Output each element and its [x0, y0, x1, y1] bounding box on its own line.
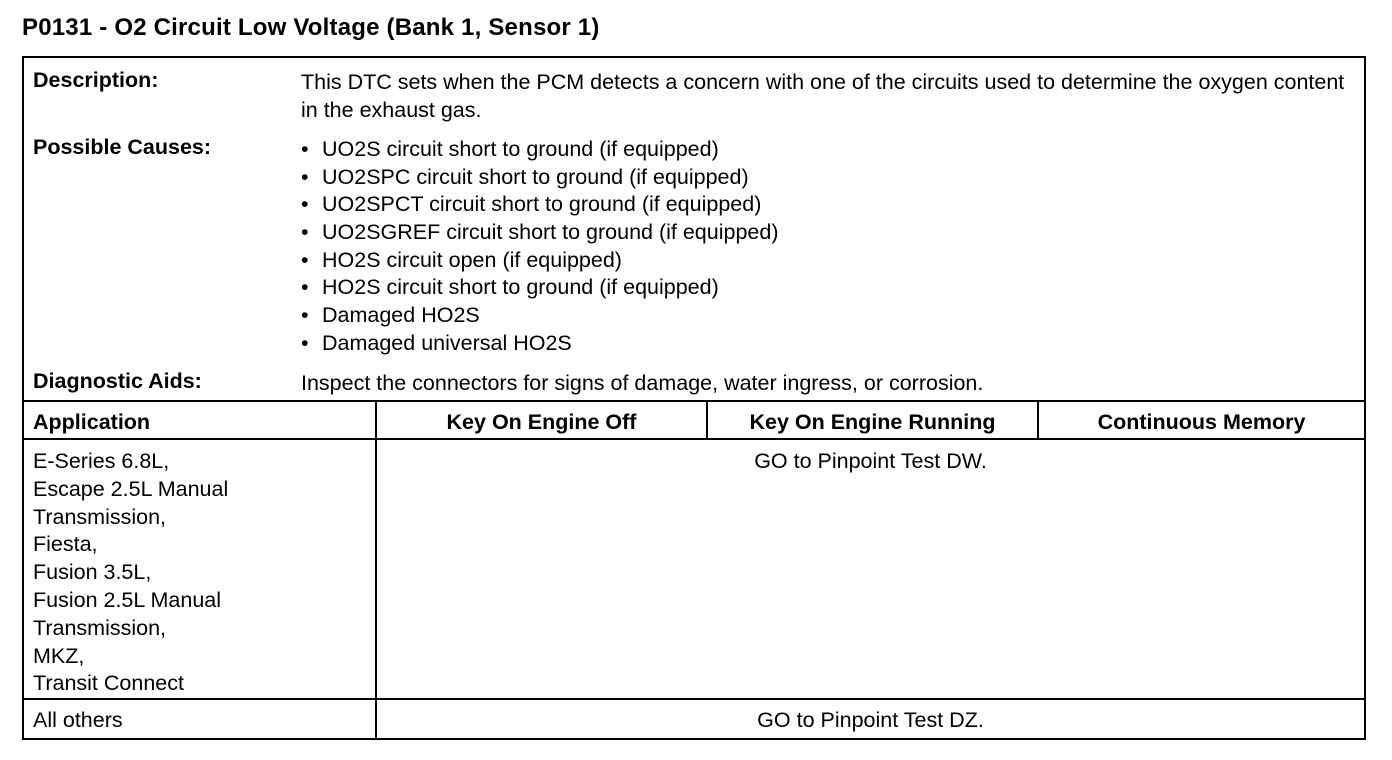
row-divider: [24, 698, 1364, 700]
bullet-icon: •: [301, 164, 309, 189]
possible-causes-label: Possible Causes:: [33, 135, 212, 159]
list-item: • UO2SPC circuit short to ground (if equipped): [301, 164, 749, 189]
list-item: • HO2S circuit open (if equipped): [301, 247, 622, 272]
application-cell: [33, 707, 123, 735]
application-line: Fiesta,: [33, 532, 98, 557]
description-text: This DTC sets when the PCM detects a concern with one of the circuits used to determine the oxygen content in the exhaust gas.: [301, 70, 1345, 122]
possible-causes-list: [301, 135, 1354, 357]
bullet-icon: •: [301, 247, 309, 272]
application-line: All others: [33, 708, 123, 732]
bullet-icon: •: [301, 330, 309, 355]
bullet-icon: •: [301, 303, 309, 328]
list-item: • UO2SPCT circuit short to ground (if equipped): [301, 192, 762, 217]
list-item: • UO2S circuit short to ground (if equipped): [301, 137, 719, 161]
application-line: Fusion 2.5L Manual: [33, 587, 222, 612]
column-header-continuous-memory: Continuous Memory: [1097, 410, 1306, 434]
column-header-application: Application: [33, 410, 151, 434]
column-header-koeo: Key On Engine Off: [446, 410, 637, 434]
bullet-icon: •: [301, 192, 309, 217]
info-section: [24, 58, 1364, 402]
action-cell: GO to Pinpoint Test DZ.: [757, 708, 984, 732]
list-item: • HO2S circuit short to ground (if equipped): [301, 275, 719, 300]
diagnostic-aids-text: Inspect the connectors for signs of damage, water ingress, or corrosion.: [301, 371, 984, 395]
description-label: Description:: [33, 68, 159, 92]
application-line: MKZ,: [33, 643, 85, 668]
application-line: E-Series 6.8L,: [33, 449, 170, 473]
application-line: Escape 2.5L Manual: [33, 476, 229, 501]
application-line: Transmission,: [33, 504, 167, 529]
application-cell: [33, 448, 228, 698]
column-header-koer: Key On Engine Running: [749, 410, 996, 434]
bullet-icon: •: [301, 275, 309, 300]
page-title: P0131 - O2 Circuit Low Voltage (Bank 1, Sensor 1): [22, 14, 600, 41]
application-line: Fusion 3.5L,: [33, 560, 152, 585]
diagnostic-aids-label: Diagnostic Aids:: [33, 369, 202, 393]
application-line: Transmission,: [33, 615, 167, 640]
list-item: • UO2SGREF circuit short to ground (if equipped): [301, 220, 779, 245]
dtc-table: [22, 56, 1366, 740]
list-item: • Damaged universal HO2S: [301, 330, 572, 355]
bullet-icon: •: [301, 220, 309, 245]
application-line: Transit Connect: [33, 671, 184, 696]
action-cell: GO to Pinpoint Test DW.: [754, 449, 987, 473]
list-item: • Damaged HO2S: [301, 303, 480, 328]
bullet-icon: •: [301, 137, 309, 161]
